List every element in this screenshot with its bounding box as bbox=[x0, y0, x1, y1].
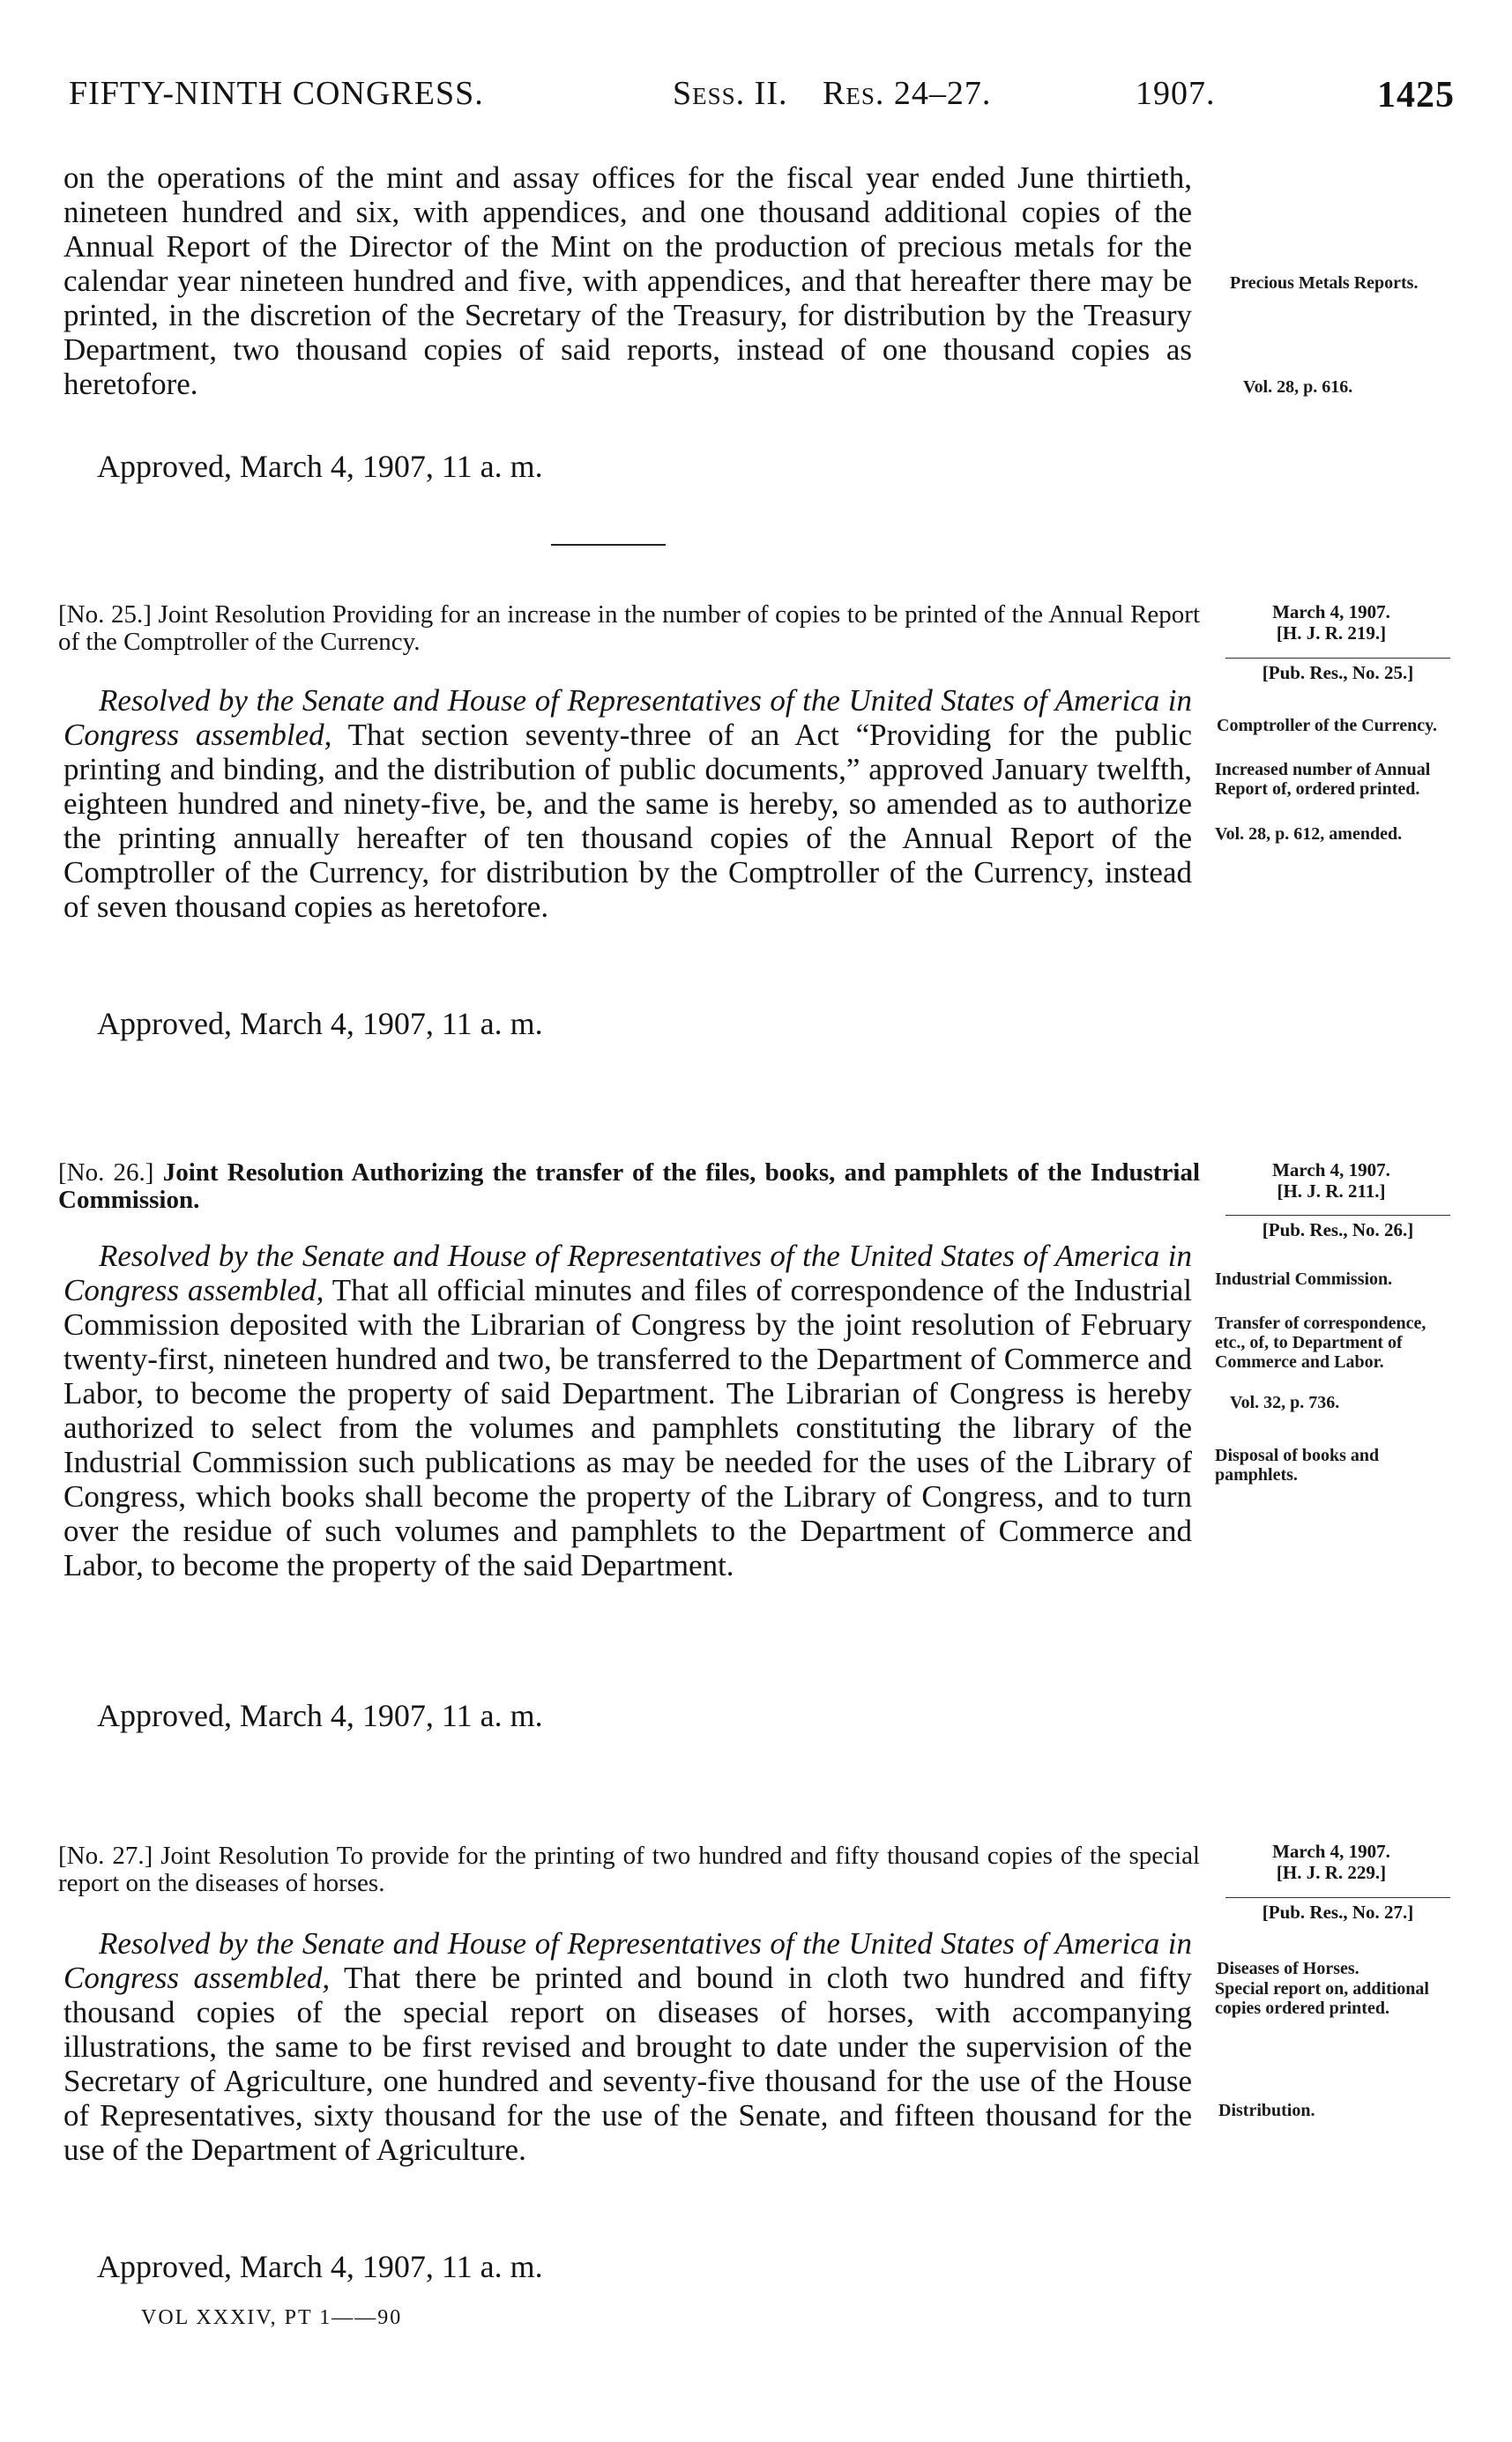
res25-approved: Approved, March 4, 1907, 11 a. m. bbox=[97, 1006, 543, 1041]
res25-paragraph bbox=[63, 683, 1192, 924]
res25-note-volume: Vol. 28, p. 612, amended. bbox=[1215, 824, 1403, 844]
res25-note-increased: Increased number of Annual Report of, ordered printed. bbox=[1215, 760, 1431, 799]
res26-approved: Approved, March 4, 1907, 11 a. m. bbox=[97, 1698, 543, 1733]
res27-date-ref bbox=[1243, 1841, 1419, 1883]
res25-date-ref bbox=[1243, 601, 1419, 644]
resolutions-range: Res. 24–27. bbox=[823, 75, 992, 112]
res26-note-volume: Vol. 32, p. 736. bbox=[1230, 1393, 1340, 1412]
res26-pubres: [Pub. Res., No. 26.] bbox=[1225, 1215, 1450, 1241]
res24-approved: Approved, March 4, 1907, 11 a. m. bbox=[97, 449, 543, 484]
res26-note-industrial: Industrial Commission. bbox=[1215, 1269, 1393, 1289]
volume-footer: VOL XXXIV, PT 1——90 bbox=[141, 2306, 403, 2329]
res27-note-distribution: Distribution. bbox=[1218, 2101, 1315, 2120]
res26-body bbox=[63, 1239, 1192, 1582]
res25-number: [No. 25.] bbox=[58, 600, 152, 629]
res27-resolved: Resolved by the Senate and House of Representatives of the United States of America in Congress assembled, bbox=[63, 1926, 1192, 1995]
res25-date: March 4, 1907. bbox=[1272, 601, 1390, 622]
res27-note-special-report: Special report on, additional copies ordered printed. bbox=[1215, 1979, 1429, 2018]
res25-note-comptroller: Comptroller of the Currency. bbox=[1217, 716, 1437, 735]
res27-approved: Approved, March 4, 1907, 11 a. m. bbox=[97, 2249, 543, 2284]
res27-hjr: [H. J. R. 229.] bbox=[1276, 1862, 1387, 1883]
res27-caption-text: Joint Resolution To provide for the printing of two hundred and fifty thousand copies of the special report on the diseases of horses. bbox=[58, 1842, 1200, 1897]
res25-pubres: [Pub. Res., No. 25.] bbox=[1225, 658, 1450, 684]
res27-note-diseases: Diseases of Horses. bbox=[1217, 1959, 1359, 1978]
res26-resolved: Resolved by the Senate and House of Representatives of the United States of America in Congress assembled, bbox=[63, 1239, 1192, 1307]
res27-body bbox=[63, 1926, 1192, 2167]
congress-title: FIFTY-NINTH CONGRESS. bbox=[69, 75, 484, 112]
res25-text: That section seventy-three of an Act “Providing for the public printing and binding, and the distribution of public documents,” approved January twelfth, eighteen hundred and ninety-five, be, and the same is hereby, so amended as to authorize the printing annually hereafter of ten thousand copies of the Annual Report of the Comptroller of the Currency, for distribution by the Comptroller of the Currency, instead of seven thousand copies as heretofore. bbox=[63, 718, 1192, 924]
res27-text: That there be printed and bound in cloth two hundred and fifty thousand copies of the special report on diseases of horses, with accompanying illustrations, the same to be first revised and brought to date under the supervision of the Secretary of Agriculture, one hundred and seventy-five thousand for the use of the House of Representatives, sixty thousand for the use of the Senate, and fifteen thousand for the use of the Department of Agriculture. bbox=[63, 1961, 1192, 2167]
res24-paragraph: on the operations of the mint and assay offices for the fiscal year ended June thirtieth, nineteen hundred and six, with appendices, and one thousand additional copies of the Annual Report of the Director of the Mint on the production of precious metals for the calendar year nineteen hundred and five, with appendices, and that hereafter there may be printed, in the discretion of the Secretary of the Treasury, for distribution by the Treasury Department, two thousand copies of said reports, instead of one thousand copies as heretofore. bbox=[63, 160, 1192, 401]
res27-pubres: [Pub. Res., No. 27.] bbox=[1225, 1897, 1450, 1924]
res26-caption-text: Joint Resolution Authorizing the transfer of the files, books, and pamphlets of the Industrial Commission. bbox=[58, 1158, 1201, 1214]
res26-note-transfer: Transfer of correspondence, etc., of, to Department of Commerce and Labor. bbox=[1215, 1314, 1426, 1372]
res25-resolved: Resolved by the Senate and House of Representatives of the United States of America in Congress assembled, bbox=[63, 683, 1192, 752]
res26-date: March 4, 1907. bbox=[1272, 1159, 1390, 1180]
section-divider bbox=[551, 544, 666, 546]
running-header bbox=[69, 74, 1455, 127]
res26-date-ref bbox=[1243, 1159, 1419, 1202]
res25-body bbox=[63, 683, 1192, 924]
res25-caption bbox=[58, 601, 1200, 656]
res24-note-precious-metals: Precious Metals Reports. bbox=[1230, 273, 1419, 293]
res26-text: That all official minutes and files of correspondence of the Industrial Commission deposited with the Librarian of Congress by the joint resolution of February twenty-first, nineteen hundred and two, be transferred to the Department of Commerce and Labor, to become the property of said Department. The Librarian of Congress is hereby authorized to select from the volumes and pamphlets constituting the library of the Industrial Commission such publications as may be needed for the uses of the Library of Congress, which books shall become the property of the Library of Congress, and to turn over the residue of such volumes and pamphlets to the Department of Commerce and Labor, to become the property of the said Department. bbox=[63, 1273, 1192, 1582]
res26-hjr: [H. J. R. 211.] bbox=[1277, 1180, 1386, 1202]
session-label: Sess. II. bbox=[673, 75, 788, 112]
page-number: 1425 bbox=[1377, 75, 1455, 115]
res26-note-disposal: Disposal of books and pamphlets. bbox=[1215, 1446, 1380, 1485]
year-label: 1907. bbox=[1136, 75, 1216, 112]
res27-number: [No. 27.] bbox=[58, 1842, 153, 1870]
res26-paragraph bbox=[63, 1239, 1192, 1582]
res24-note-volume: Vol. 28, p. 616. bbox=[1243, 377, 1353, 397]
res25-caption-text: Joint Resolution Providing for an increase in the number of copies to be printed of the Annual Report of the Comptroller of the Currency. bbox=[58, 600, 1201, 656]
res27-caption bbox=[58, 1843, 1200, 1897]
res26-caption bbox=[58, 1159, 1200, 1214]
res26-number: [No. 26.] bbox=[58, 1158, 154, 1187]
res27-paragraph bbox=[63, 1926, 1192, 2167]
res25-hjr: [H. J. R. 219.] bbox=[1276, 622, 1387, 644]
res27-date: March 4, 1907. bbox=[1272, 1841, 1390, 1862]
res24-tail-text bbox=[63, 160, 1192, 401]
